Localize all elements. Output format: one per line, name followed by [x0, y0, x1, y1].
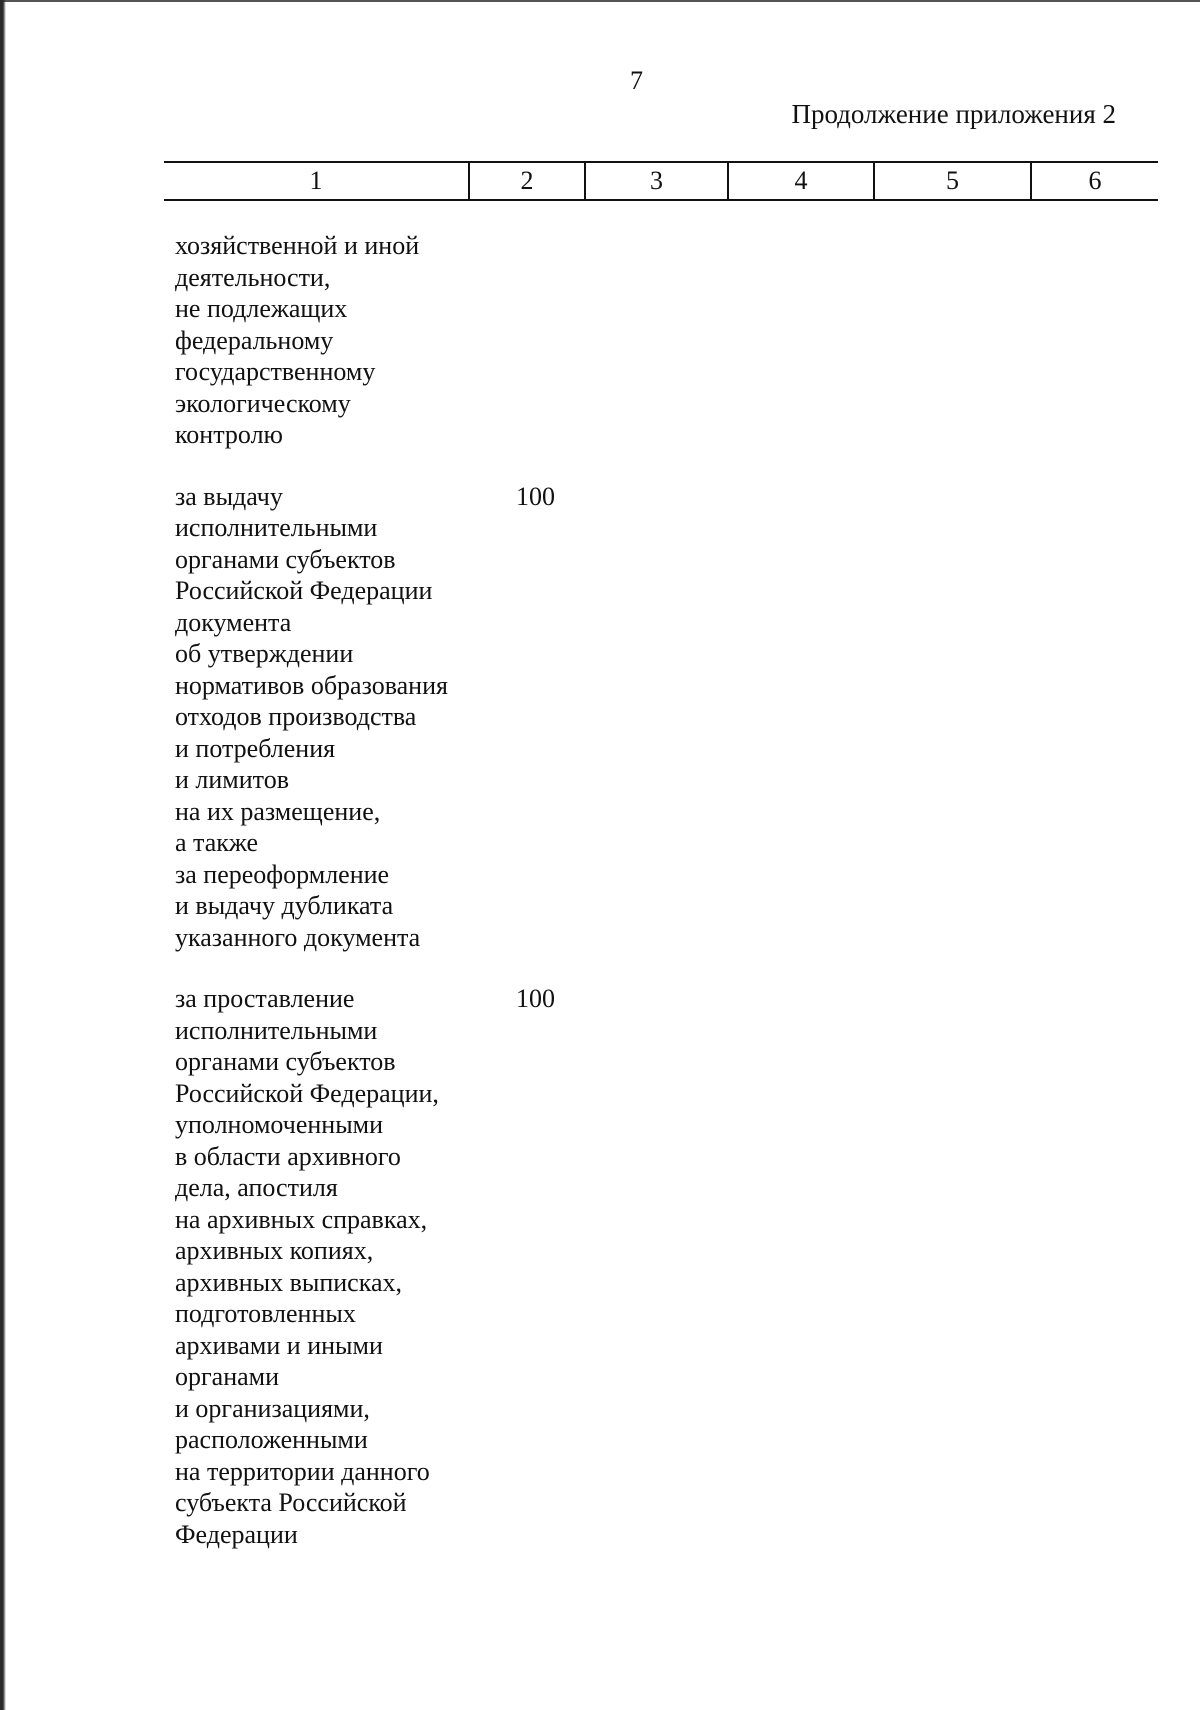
description-line: а также [175, 828, 259, 857]
header-cell-3: 3 [584, 163, 727, 199]
description-line: экологическому [175, 388, 351, 418]
scan-edge-top [0, 0, 1200, 2]
description-line: расположенными [175, 1425, 368, 1454]
description-line: Федерации [175, 1519, 298, 1549]
scan-edge-left [0, 0, 6, 1710]
description-line: и лимитов [175, 765, 289, 794]
description-line: архивами и иными [175, 1330, 383, 1360]
description-line: нормативов образования [175, 670, 448, 700]
description-line: на их размещение, [175, 796, 381, 826]
row-description [175, 983, 495, 1550]
description-line: субъекта Российской [175, 1488, 407, 1517]
header-cell-6: 6 [1030, 163, 1158, 199]
description-line: архивных копиях, [175, 1236, 374, 1265]
description-line: государственному [175, 357, 376, 386]
description-line: на архивных справках, [175, 1204, 428, 1234]
row-amount: 100 [516, 481, 555, 511]
description-line: федеральному [175, 325, 334, 355]
description-line: за выдачу [175, 481, 283, 511]
description-line: в области архивного [175, 1141, 401, 1171]
description-line: за проставление [175, 984, 355, 1013]
appendix-caption: Продолжение приложения 2 [791, 99, 1116, 129]
page-number: 7 [630, 66, 643, 95]
header-cell-1: 1 [309, 166, 323, 195]
description-line: и выдачу дубликата [175, 891, 394, 920]
description-line: не подлежащих [175, 294, 348, 323]
description-line: Российской Федерации [175, 576, 433, 605]
description-line: об утверждении [175, 639, 354, 668]
description-line: контролю [175, 420, 283, 449]
table-row [175, 481, 1075, 954]
description-line: хозяйственной и иной [175, 231, 420, 260]
description-line: и организациями, [175, 1393, 370, 1423]
description-line: исполнительными [175, 1015, 378, 1045]
description-line: документа [175, 607, 292, 637]
description-line: деятельности, [175, 262, 331, 292]
row-amount: 100 [516, 984, 555, 1013]
description-line: Российской Федерации, [175, 1078, 439, 1108]
description-line: и потребления [175, 733, 336, 763]
header-cell-2: 2 [468, 163, 584, 199]
description-line: архивных выписках, [175, 1267, 403, 1297]
description-line: отходов производства [175, 702, 417, 731]
header-cell-5: 5 [873, 163, 1030, 199]
description-line: дела, апостиля [175, 1173, 338, 1202]
description-line: указанного документа [175, 922, 421, 952]
description-line: за переоформление [175, 859, 390, 889]
table-row [175, 230, 1075, 451]
row-description [175, 481, 495, 954]
description-line: органами субъектов [175, 544, 396, 574]
table-row [175, 983, 1075, 1550]
table-body [175, 230, 1075, 1580]
header-cell-4: 4 [727, 163, 873, 199]
description-line: подготовленных [175, 1299, 356, 1328]
description-line: исполнительными [175, 513, 378, 542]
row-description [175, 230, 495, 451]
description-line: органами [175, 1362, 280, 1391]
description-line: органами субъектов [175, 1047, 396, 1076]
description-line: уполномоченными [175, 1110, 384, 1139]
table-header-row [164, 161, 1158, 201]
description-line: на территории данного [175, 1456, 430, 1486]
